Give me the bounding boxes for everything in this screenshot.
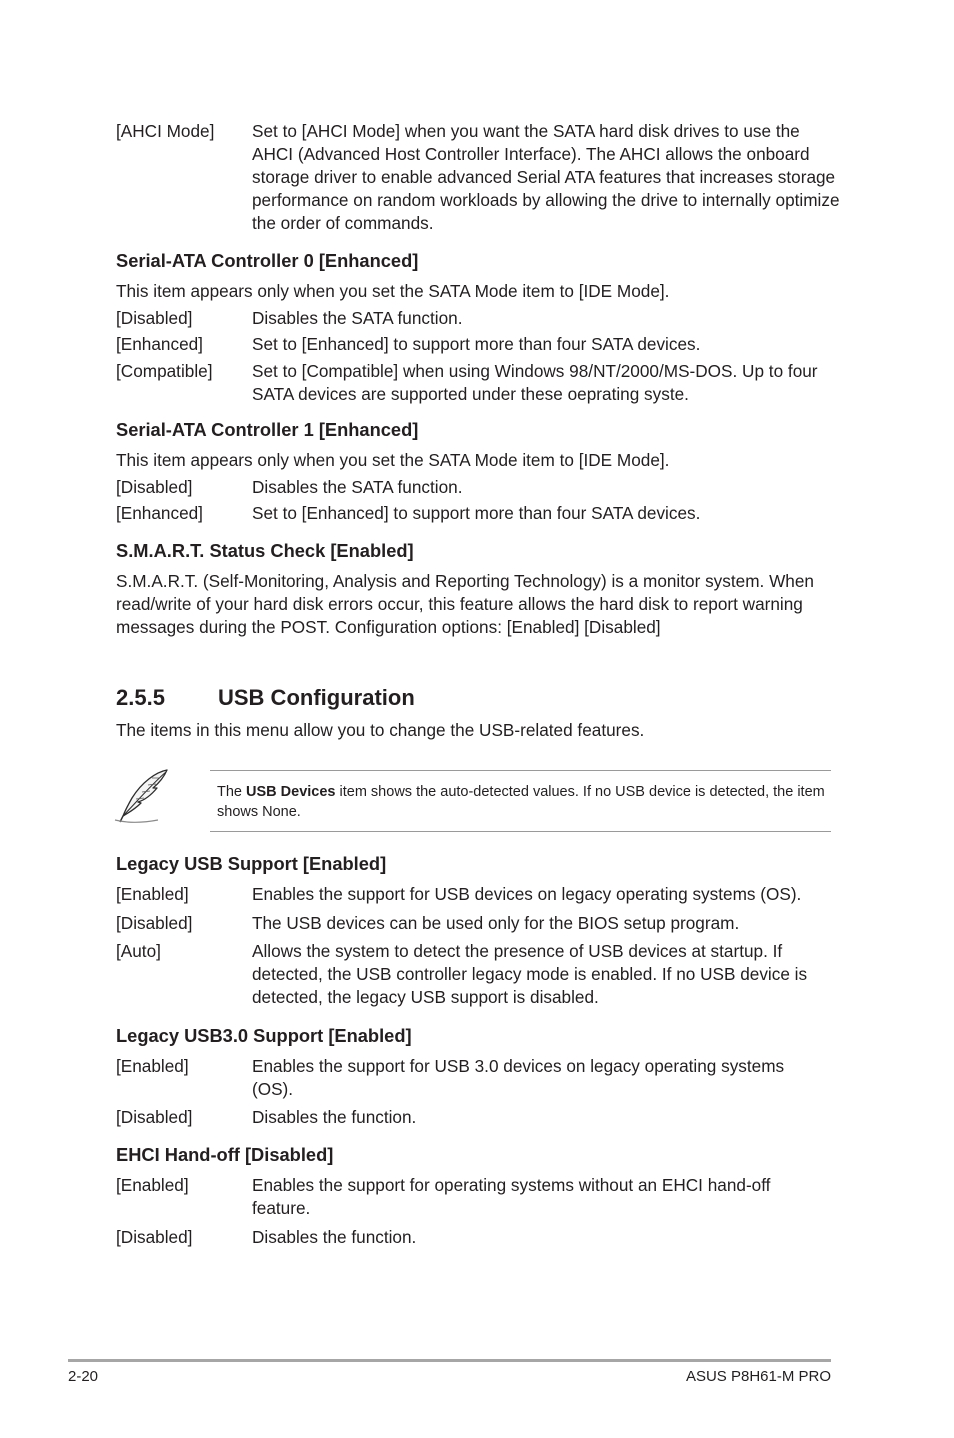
heading-legacy-usb3-support: Legacy USB3.0 Support [Enabled] <box>116 1025 412 1046</box>
option-key: [Enabled] <box>116 1175 189 1195</box>
footer-product-name: ASUS P8H61-M PRO <box>685 1368 831 1385</box>
heading-sata-controller-1: Serial-ATA Controller 1 [Enhanced] <box>116 419 419 440</box>
option-desc: The USB devices can be used only for the BIOS setup program. <box>252 913 740 933</box>
option-key: [Disabled] <box>116 1227 193 1247</box>
option-desc: Set to [Enhanced] to support more than four SATA devices. <box>252 334 701 354</box>
smart-body: S.M.A.R.T. (Self-Monitoring, Analysis and Reporting Technology) is a monitor system. When read/write of your hard disk errors occur, this feature allows the hard disk to report warning messages during the POST. Configuration options: [Enabled] [Disabled] <box>116 571 814 637</box>
heading-legacy-usb-support: Legacy USB Support [Enabled] <box>116 853 387 874</box>
option-key: [Disabled] <box>116 308 193 328</box>
option-desc: Allows the system to detect the presence of USB devices at startup. If detected, the USB controller legacy mode is enabled. If no USB device is detected, the legacy USB support is disabled. <box>252 941 808 1007</box>
option-desc: Enables the support for operating systems without an EHCI hand-off feature. <box>252 1175 771 1218</box>
sata1-intro: This item appears only when you set the SATA Mode item to [IDE Mode]. <box>116 450 670 470</box>
heading-ehci-hand-off: EHCI Hand-off [Disabled] <box>116 1144 334 1165</box>
option-key: [Auto] <box>116 941 161 961</box>
option-desc: Enables the support for USB 3.0 devices on legacy operating systems (OS). <box>252 1056 785 1099</box>
feather-pen-note-icon <box>112 766 174 826</box>
option-desc: Disables the SATA function. <box>252 477 463 497</box>
sata0-intro: This item appears only when you set the SATA Mode item to [IDE Mode]. <box>116 281 670 301</box>
option-desc-ahci-mode: Set to [AHCI Mode] when you want the SATA hard disk drives to use the AHCI (Advanced Host Controller Interface). The AHCI allows the onboard storage driver to enable advanced Serial ATA features that increases storage performance on random workloads by allowing the drive to internally optimize the order of commands. <box>252 121 840 233</box>
footer-divider <box>68 1359 831 1362</box>
section-intro: The items in this menu allow you to change the USB-related features. <box>116 720 645 740</box>
option-key: [Enabled] <box>116 884 189 904</box>
option-desc: Disables the function. <box>252 1227 417 1247</box>
note-prefix: The <box>217 784 247 800</box>
option-key: [Disabled] <box>116 477 193 497</box>
option-desc: Enables the support for USB devices on legacy operating systems (OS). <box>252 884 802 904</box>
footer-page-number: 2-20 <box>68 1368 99 1385</box>
option-key: [Disabled] <box>116 1107 193 1127</box>
note-text <box>217 782 827 822</box>
option-key: [Disabled] <box>116 913 193 933</box>
option-desc: Disables the SATA function. <box>252 308 463 328</box>
option-desc: Set to [Compatible] when using Windows 98/NT/2000/MS-DOS. Up to four SATA devices are supported under these oeprating syste. <box>252 361 818 404</box>
option-key: [Enhanced] <box>116 334 203 354</box>
option-desc: Set to [Enhanced] to support more than four SATA devices. <box>252 503 701 523</box>
heading-smart-status-check: S.M.A.R.T. Status Check [Enabled] <box>116 540 414 561</box>
option-key: [Enhanced] <box>116 503 203 523</box>
note-suffix: item shows the auto-detected values. If no USB device is detected, the item shows None. <box>217 784 825 820</box>
section-number: 2.5.5 <box>116 685 165 710</box>
note-box <box>210 770 831 832</box>
note-bold-term: USB Devices <box>246 784 336 800</box>
option-key: [Compatible] <box>116 361 213 381</box>
heading-sata-controller-0: Serial-ATA Controller 0 [Enhanced] <box>116 250 419 271</box>
section-title: USB Configuration <box>218 685 415 710</box>
option-key: [Enabled] <box>116 1056 189 1076</box>
option-desc: Disables the function. <box>252 1107 417 1127</box>
option-key-ahci-mode: [AHCI Mode] <box>116 121 215 141</box>
